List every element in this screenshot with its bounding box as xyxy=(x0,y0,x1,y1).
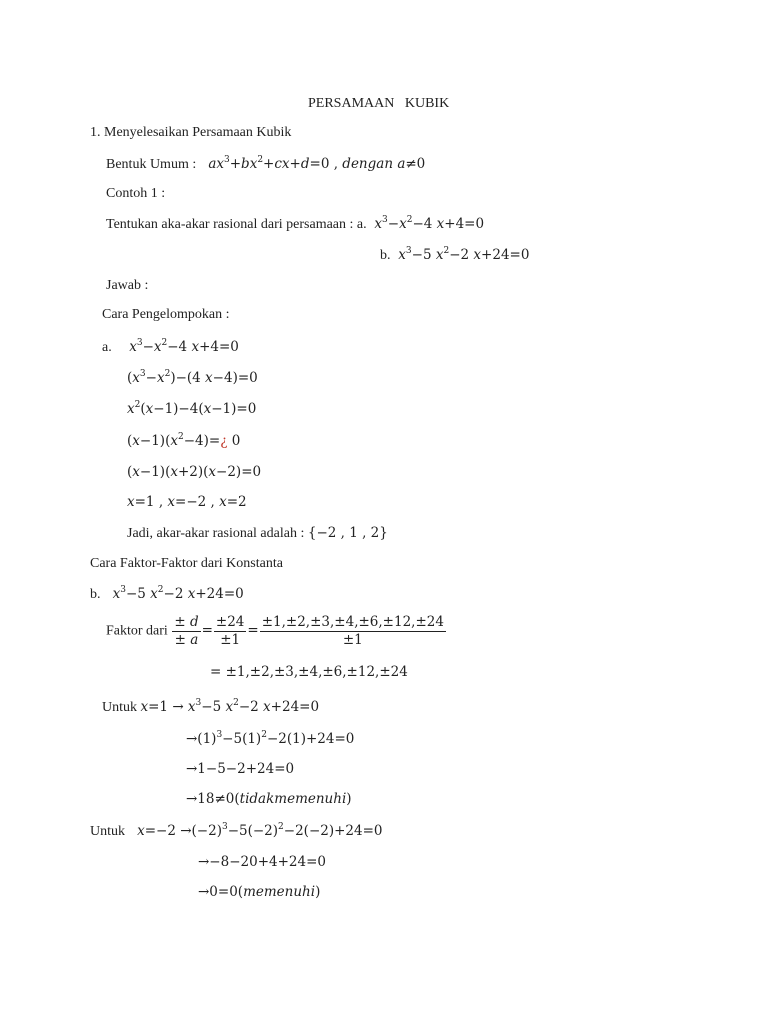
solution-b-label: b. xyxy=(90,587,101,602)
problem-b-equation: $x^3-5$ $x^2-2$ x+24=0 xyxy=(398,246,530,263)
fraction-d-over-a: $\frac{\pm d}{\pm a}$ xyxy=(174,614,199,648)
answer-heading: Jawab : xyxy=(106,278,149,293)
problem-text: Tentukan aka-akar rasional dari persamaan : xyxy=(106,217,354,232)
solution-a-line5: (x−1)(x+2)(x−2)=0 xyxy=(127,464,262,480)
solution-a-roots: x=1 , x=−2 , x=2 xyxy=(127,494,247,510)
solution-a-line2: $(x^3-x^2)-(4$ x−4)=0 xyxy=(127,369,258,386)
method2-heading: Cara Faktor-Faktor dari Konstanta xyxy=(90,556,283,571)
problem-b xyxy=(380,246,529,265)
test-x-2-line2: →−8−20+4+24=0 xyxy=(198,854,326,870)
problem-statement xyxy=(106,215,484,234)
problem-a-label: a. xyxy=(356,217,367,232)
page-title: PERSAMAAN KUBIK xyxy=(308,96,450,111)
solution-b-line1: b. $x^3-5$ $x^2-2$ x+24=0 xyxy=(90,585,244,602)
problem-b-label: b. xyxy=(380,248,391,263)
test-x-2-result: →0=0(memenuhi) xyxy=(198,884,321,900)
fraction-factors: $\frac{\pm 1,\pm 2,\pm 3,\pm 4,\pm 6,\pm 12,\pm 24}{\pm 1}$ xyxy=(261,614,444,648)
conclusion-roots: {−2 , 1 , 2} xyxy=(307,525,388,541)
test-x1-line3: →1−5−2+24=0 xyxy=(186,761,295,777)
method1-heading: Cara Pengelompokan : xyxy=(102,307,230,322)
problem-a-equation: $x^3-x^2-4$ x+4=0 xyxy=(374,215,485,232)
conclusion-line xyxy=(127,524,388,543)
test-x1-result: →18≠0(tidakmemenuhi) xyxy=(186,791,352,807)
example-heading: Contoh 1 : xyxy=(106,186,166,201)
solution-a-label: a. xyxy=(102,340,112,355)
test-x-2-line1: Untuk $x=-2 \to(-2)^3-5(-2)^2-2(-2)+24=0$ xyxy=(90,822,383,839)
fraction-24-over-1: $\frac{\pm 24}{\pm 1}$ xyxy=(215,614,245,648)
factor-label: Faktor dari xyxy=(106,623,168,639)
factor-list: = ±1,±2,±3,±4,±6,±12,±24 xyxy=(210,664,408,680)
conclusion-text: Jadi, akar-akar rasional adalah : xyxy=(127,526,305,541)
section-heading: 1. Menyelesaikan Persamaan Kubik xyxy=(90,125,292,140)
test-x1-line1: Untuk $x=1 \to x^3-5$ $x^2-2$ x+24=0 xyxy=(102,698,320,715)
general-form-equation: $ax^3+bx^2+cx+d=0$ , dengan a≠0 xyxy=(208,155,426,172)
solution-a-line3: $x^2(x-1)-4(x-1)=0$ xyxy=(127,400,257,417)
solution-a-line1: a. $x^3-x^2-4$ x+4=0 xyxy=(102,338,239,355)
test-x-2-label: Untuk xyxy=(90,824,125,839)
solution-a-line4: $(x-1)(x^2-4)=¿$ 0 xyxy=(127,432,241,449)
general-form-label: Bentuk Umum : xyxy=(106,157,197,172)
general-form-line xyxy=(106,155,425,174)
factor-line: Faktor dari $\frac{\pm d}{\pm a}$ = $\frac{\pm 24}{\pm 1}$ = $\frac{\pm 1,\pm 2,\pm 3,\pm 4,\pm 6,\pm 12,\pm 24}{\pm 1}$ xyxy=(106,614,444,648)
test-x1-label: Untuk xyxy=(102,700,137,715)
test-x1-line2: $\to(1)^3-5(1)^2-2(1)+24=0$ xyxy=(186,730,355,747)
